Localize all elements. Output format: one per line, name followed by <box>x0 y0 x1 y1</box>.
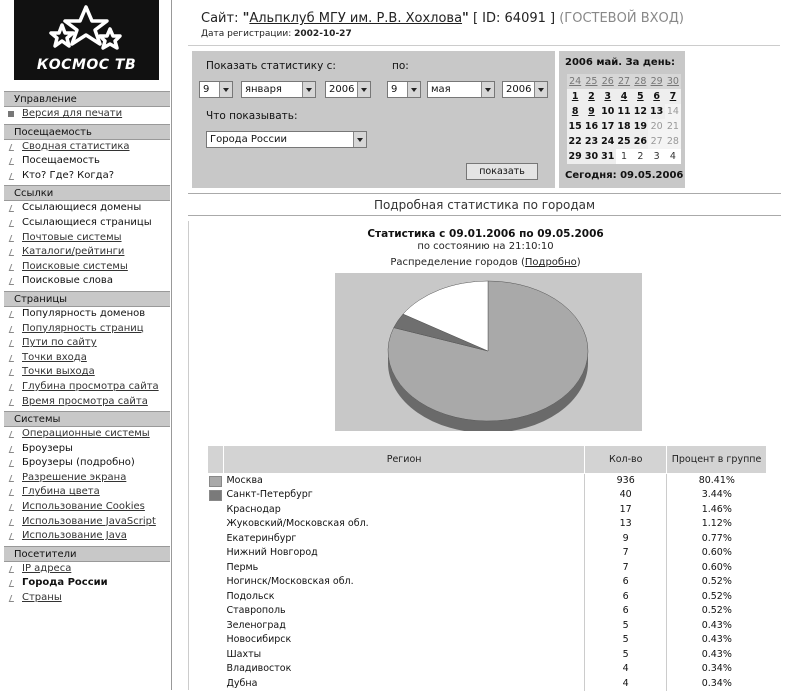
percent-cell: 0.60% <box>667 561 767 576</box>
color-cell <box>208 561 224 576</box>
calendar-panel <box>559 51 685 188</box>
site-line <box>201 11 684 26</box>
color-cell <box>208 532 224 547</box>
bullet-icon <box>9 533 17 540</box>
calendar-day[interactable]: 3 <box>600 89 616 104</box>
table-row <box>208 517 767 532</box>
sidebar-item[interactable] <box>4 562 170 577</box>
sidebar-item-label: Каталоги/рейтинги <box>22 246 124 257</box>
calendar-day: 17 <box>600 119 616 134</box>
sidebar-item-label: IP адреса <box>22 563 71 574</box>
percent-cell: 3.44% <box>667 488 767 503</box>
table-row <box>208 648 767 663</box>
sidebar-item[interactable] <box>4 515 170 530</box>
calendar-day[interactable]: 28 <box>632 74 648 89</box>
color-cell <box>208 474 224 489</box>
what-select[interactable] <box>206 131 367 148</box>
calendar-day[interactable]: 30 <box>665 74 681 89</box>
calendar-day[interactable]: 29 <box>648 74 664 89</box>
region-column-header: Регион <box>223 446 584 474</box>
bullet-icon <box>9 173 17 180</box>
table-row <box>208 590 767 605</box>
count-cell: 4 <box>585 677 667 691</box>
sidebar-item-label: Посещаемость <box>22 155 100 166</box>
sidebar-item[interactable] <box>4 365 170 380</box>
calendar-day: 2 <box>632 149 648 164</box>
table-body <box>208 474 767 691</box>
percent-cell: 1.46% <box>667 503 767 518</box>
color-cell <box>208 648 224 663</box>
color-cell <box>208 677 224 691</box>
count-cell: 6 <box>585 575 667 590</box>
region-cell: Шахты <box>223 648 584 663</box>
region-cell: Екатеринбург <box>223 532 584 547</box>
bullet-icon <box>9 264 17 271</box>
quote-open: " <box>243 11 250 26</box>
region-cell: Ногинск/Московская обл. <box>223 575 584 590</box>
page-header <box>188 0 780 46</box>
show-button[interactable]: показать <box>466 163 538 180</box>
calendar-day: 10 <box>600 104 616 119</box>
bullet-icon <box>9 235 17 242</box>
to-day-value: 9 <box>391 84 397 95</box>
calendar-day: 21 <box>665 119 681 134</box>
calendar-today: Сегодня: 09.05.2006 <box>565 170 683 181</box>
calendar-grid <box>567 74 681 164</box>
calendar-day[interactable]: 24 <box>567 74 583 89</box>
sidebar-item[interactable] <box>4 245 170 260</box>
sidebar-menu <box>4 91 170 606</box>
from-year-select[interactable] <box>325 81 371 98</box>
bullet-icon <box>9 220 17 227</box>
percent-cell: 1.12% <box>667 517 767 532</box>
region-cell: Зеленоград <box>223 619 584 634</box>
percent-cell: 0.52% <box>667 590 767 605</box>
from-month-value: января <box>245 84 282 95</box>
region-cell: Подольск <box>223 590 584 605</box>
calendar-day: 3 <box>648 149 664 164</box>
filter-panel <box>192 51 555 188</box>
sidebar-item[interactable] <box>4 500 170 515</box>
count-cell: 9 <box>585 532 667 547</box>
kosmos-tv-logo[interactable] <box>14 0 159 80</box>
sidebar-item-label: Глубина цвета <box>22 486 100 497</box>
chevron-down-icon <box>353 132 366 147</box>
quote-close: " <box>462 11 469 26</box>
bullet-icon <box>9 278 17 285</box>
bullet-icon <box>9 595 17 602</box>
percent-cell: 0.60% <box>667 546 767 561</box>
sidebar-item[interactable] <box>4 140 170 155</box>
sidebar-item-label: Сводная статистика <box>22 141 130 152</box>
bullet-icon <box>9 504 17 511</box>
count-cell: 5 <box>585 619 667 634</box>
sidebar-item[interactable] <box>4 471 170 486</box>
sidebar-item-label: Города России <box>22 577 108 588</box>
sidebar-item[interactable] <box>4 529 170 544</box>
guest-login-label: (ГОСТЕВОЙ ВХОД) <box>559 11 684 26</box>
calendar-day[interactable]: 9 <box>583 104 599 119</box>
sidebar-item[interactable] <box>4 260 170 275</box>
sidebar-item-label: Использование Cookies <box>22 501 145 512</box>
sidebar-item[interactable] <box>4 380 170 395</box>
calendar-day: 13 <box>648 104 664 119</box>
sidebar-item[interactable] <box>4 231 170 246</box>
sidebar-item[interactable] <box>4 216 170 231</box>
distribution-line <box>189 257 782 268</box>
table-row <box>208 561 767 576</box>
sidebar-item[interactable] <box>4 442 170 457</box>
table-row <box>208 633 767 648</box>
count-cell: 17 <box>585 503 667 518</box>
sidebar-item[interactable] <box>4 591 170 606</box>
what-label: Что показывать: <box>206 110 297 122</box>
percent-cell: 0.43% <box>667 648 767 663</box>
sidebar-item-label: Почтовые системы <box>22 232 122 243</box>
bullet-icon <box>9 384 17 391</box>
bullet-icon <box>9 340 17 347</box>
table-row <box>208 604 767 619</box>
table-row <box>208 662 767 677</box>
region-cell: Жуковский/Московская обл. <box>223 517 584 532</box>
sidebar-item-label: Время просмотра сайта <box>22 396 148 407</box>
sidebar <box>0 0 172 690</box>
sidebar-item-label: Популярность доменов <box>22 308 145 319</box>
sidebar-item-label: Использование JavaScript <box>22 516 156 527</box>
reg-date-value: 2002-10-27 <box>294 29 352 39</box>
calendar-day: 15 <box>567 119 583 134</box>
stars-logo-icon <box>44 3 129 61</box>
color-cell <box>208 546 224 561</box>
sidebar-item[interactable] <box>4 395 170 410</box>
bullet-icon <box>9 519 17 526</box>
sidebar-item-label: Разрешение экрана <box>22 472 126 483</box>
details-link[interactable]: Подробно <box>525 257 577 268</box>
percent-cell: 80.41% <box>667 474 767 489</box>
sidebar-item[interactable] <box>4 274 170 289</box>
calendar-day[interactable]: 26 <box>600 74 616 89</box>
count-cell: 936 <box>585 474 667 489</box>
region-cell: Владивосток <box>223 662 584 677</box>
sidebar-item[interactable] <box>4 169 170 184</box>
sidebar-item[interactable] <box>4 201 170 216</box>
percent-cell: 0.52% <box>667 604 767 619</box>
percent-cell: 0.34% <box>667 677 767 691</box>
count-cell: 40 <box>585 488 667 503</box>
color-cell <box>208 488 224 503</box>
from-day-value: 9 <box>203 84 209 95</box>
calendar-day: 12 <box>632 104 648 119</box>
to-year-select[interactable] <box>502 81 548 98</box>
from-month-select[interactable] <box>241 81 316 98</box>
sidebar-item-label: Броузеры <box>22 443 73 454</box>
color-swatch <box>209 490 222 501</box>
calendar-day: 30 <box>583 149 599 164</box>
region-cell: Санкт-Петербург <box>223 488 584 503</box>
chevron-down-icon <box>219 82 232 97</box>
sidebar-item[interactable] <box>4 322 170 337</box>
table-row <box>208 532 767 547</box>
count-cell: 5 <box>585 648 667 663</box>
sidebar-item-label: Использование Java <box>22 530 127 541</box>
bullet-icon <box>9 311 17 318</box>
reg-label: Дата регистрации: <box>201 29 294 39</box>
bullet-icon <box>9 460 17 467</box>
table-header-row <box>208 446 767 474</box>
calendar-day: 1 <box>616 149 632 164</box>
sidebar-item[interactable] <box>4 336 170 351</box>
stats-subtitle: по состоянию на 21:10:10 <box>189 241 782 252</box>
bullet-icon <box>9 580 17 587</box>
calendar-day: 26 <box>632 134 648 149</box>
bullet-icon <box>9 446 17 453</box>
chevron-down-icon <box>534 82 547 97</box>
sidebar-item-label: Броузеры (подробно) <box>22 457 135 468</box>
percent-column-header: Процент в группе <box>667 446 767 474</box>
calendar-day: 28 <box>665 134 681 149</box>
color-column-header <box>208 446 224 474</box>
pie-chart-box <box>335 273 642 431</box>
region-cell: Дубна <box>223 677 584 691</box>
bullet-icon <box>9 355 17 362</box>
calendar-day: 25 <box>616 134 632 149</box>
chevron-down-icon <box>357 82 370 97</box>
sidebar-item-label: Страны <box>22 592 62 603</box>
to-month-select[interactable] <box>427 81 495 98</box>
sidebar-item[interactable] <box>4 485 170 500</box>
sidebar-item-label: Точки выхода <box>22 366 95 377</box>
chevron-down-icon <box>302 82 315 97</box>
region-cell: Москва <box>223 474 584 489</box>
from-day-select[interactable] <box>199 81 233 98</box>
table-row <box>208 488 767 503</box>
calendar-day: 23 <box>583 134 599 149</box>
count-column-header: Кол-во <box>585 446 667 474</box>
sidebar-item-label: Точки входа <box>22 352 87 363</box>
sidebar-item-label: Поисковые системы <box>22 261 128 272</box>
region-cell: Краснодар <box>223 503 584 518</box>
calendar-day[interactable]: 8 <box>567 104 583 119</box>
sidebar-item[interactable] <box>4 351 170 366</box>
color-cell <box>208 575 224 590</box>
to-label: по: <box>392 60 409 72</box>
count-cell: 7 <box>585 546 667 561</box>
site-name-link[interactable]: Альпклуб МГУ им. Р.В. Хохлова <box>249 11 462 26</box>
calendar-day: 19 <box>632 119 648 134</box>
sidebar-section-header: Посещаемость <box>4 124 170 140</box>
to-month-value: мая <box>431 84 451 95</box>
sidebar-item-label: Поисковые слова <box>22 275 113 286</box>
sidebar-section-header: Страницы <box>4 291 170 307</box>
sidebar-item-label: Пути по сайту <box>22 337 97 348</box>
calendar-day[interactable]: 6 <box>648 89 664 104</box>
print-square-icon <box>8 111 14 117</box>
calendar-day: 16 <box>583 119 599 134</box>
region-cell: Пермь <box>223 561 584 576</box>
calendar-day: 11 <box>616 104 632 119</box>
count-cell: 7 <box>585 561 667 576</box>
bullet-icon <box>9 158 17 165</box>
sidebar-item-label: Кто? Где? Когда? <box>22 170 114 181</box>
calendar-day: 29 <box>567 149 583 164</box>
from-label: Показать статистику с: <box>206 60 336 72</box>
bullet-icon <box>9 249 17 256</box>
sidebar-item-label: Ссылающиеся домены <box>22 202 141 213</box>
calendar-day: 14 <box>665 104 681 119</box>
calendar-day[interactable]: 5 <box>632 89 648 104</box>
color-cell <box>208 662 224 677</box>
sidebar-item[interactable] <box>4 427 170 442</box>
calendar-day: 20 <box>648 119 664 134</box>
logo-text: КОСМОС ТВ <box>14 57 159 73</box>
calendar-day[interactable]: 7 <box>665 89 681 104</box>
bullet-icon <box>9 475 17 482</box>
sidebar-item-label: Операционные системы <box>22 428 150 439</box>
sidebar-section-header: Ссылки <box>4 185 170 201</box>
calendar-day: 27 <box>648 134 664 149</box>
calendar-day[interactable]: 4 <box>616 89 632 104</box>
table-row <box>208 619 767 634</box>
table-row <box>208 575 767 590</box>
calendar-day[interactable]: 1 <box>567 89 583 104</box>
chevron-down-icon <box>407 82 420 97</box>
region-cell: Нижний Новгород <box>223 546 584 561</box>
count-cell: 6 <box>585 604 667 619</box>
site-prefix: Сайт: <box>201 11 243 26</box>
registration-date <box>201 29 352 39</box>
count-cell: 5 <box>585 633 667 648</box>
calendar-title: 2006 май. За день: <box>565 57 675 68</box>
bullet-icon <box>9 399 17 406</box>
cities-table <box>207 445 767 691</box>
to-year-value: 2006 <box>506 84 531 95</box>
calendar-day[interactable]: 27 <box>616 74 632 89</box>
pie-chart <box>335 273 642 431</box>
site-id: [ ID: 64091 ] <box>469 11 559 26</box>
calendar-day[interactable]: 2 <box>583 89 599 104</box>
table-row <box>208 474 767 489</box>
bullet-icon <box>9 144 17 151</box>
chevron-down-icon <box>481 82 494 97</box>
table-row <box>208 503 767 518</box>
color-cell <box>208 633 224 648</box>
from-year-value: 2006 <box>329 84 354 95</box>
color-cell <box>208 604 224 619</box>
region-cell: Ставрополь <box>223 604 584 619</box>
sidebar-section-header: Системы <box>4 411 170 427</box>
calendar-day: 18 <box>616 119 632 134</box>
count-cell: 6 <box>585 590 667 605</box>
color-swatch <box>209 476 222 487</box>
calendar-day: 4 <box>665 149 681 164</box>
bullet-icon <box>9 369 17 376</box>
percent-cell: 0.77% <box>667 532 767 547</box>
calendar-day: 31 <box>600 149 616 164</box>
sidebar-item[interactable] <box>4 576 170 591</box>
table-row <box>208 677 767 691</box>
distribution-label: Распределение городов ( <box>390 257 525 268</box>
sidebar-item[interactable] <box>4 107 170 122</box>
section-title: Подробная статистика по городам <box>188 193 781 216</box>
percent-cell: 0.43% <box>667 619 767 634</box>
region-cell: Новосибирск <box>223 633 584 648</box>
calendar-day[interactable]: 25 <box>583 74 599 89</box>
sidebar-item-label: Версия для печати <box>22 108 122 119</box>
color-cell <box>208 619 224 634</box>
bullet-icon <box>9 326 17 333</box>
percent-cell: 0.43% <box>667 633 767 648</box>
stats-title: Статистика с 09.01.2006 по 09.05.2006 <box>189 228 782 240</box>
calendar-day: 22 <box>567 134 583 149</box>
sidebar-item-label: Глубина просмотра сайта <box>22 381 159 392</box>
bullet-icon <box>9 431 17 438</box>
sidebar-item[interactable] <box>4 154 170 169</box>
percent-cell: 0.34% <box>667 662 767 677</box>
color-cell <box>208 590 224 605</box>
sidebar-item-label: Популярность страниц <box>22 323 144 334</box>
sidebar-item[interactable] <box>4 307 170 322</box>
bullet-icon <box>9 566 17 573</box>
bullet-icon <box>9 205 17 212</box>
color-cell <box>208 517 224 532</box>
what-value: Города России <box>210 134 287 145</box>
calendar-day: 24 <box>600 134 616 149</box>
sidebar-item-label: Ссылающиеся страницы <box>22 217 152 228</box>
to-day-select[interactable] <box>387 81 421 98</box>
percent-cell: 0.52% <box>667 575 767 590</box>
bullet-icon <box>9 489 17 496</box>
sidebar-section-header: Управление <box>4 91 170 107</box>
count-cell: 4 <box>585 662 667 677</box>
color-cell <box>208 503 224 518</box>
sidebar-item[interactable] <box>4 456 170 471</box>
table-row <box>208 546 767 561</box>
distribution-close: ) <box>577 257 581 268</box>
count-cell: 13 <box>585 517 667 532</box>
sidebar-section-header: Посетители <box>4 546 170 562</box>
